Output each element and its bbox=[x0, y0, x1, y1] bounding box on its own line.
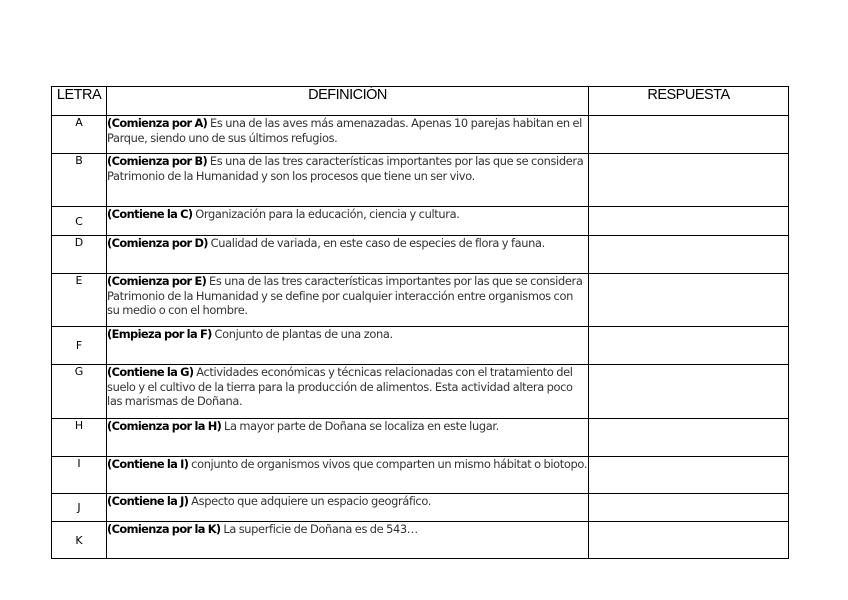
row-definition bbox=[107, 457, 589, 494]
answer-cell[interactable] bbox=[589, 274, 789, 327]
row-definition bbox=[107, 207, 589, 236]
answer-cell[interactable] bbox=[589, 522, 789, 559]
row-hint: (Empieza por la F) bbox=[107, 327, 212, 341]
row-text: Aspecto que adquiere un espacio geográfico. bbox=[188, 494, 432, 508]
row-hint: (Comienza por D) bbox=[107, 236, 208, 250]
row-definition bbox=[107, 327, 589, 365]
row-definition bbox=[107, 116, 589, 154]
answer-cell[interactable] bbox=[589, 419, 789, 457]
row-hint: (Contiene la C) bbox=[107, 207, 193, 221]
table-row bbox=[52, 522, 789, 559]
row-hint: (Comienza por la H) bbox=[107, 419, 222, 433]
table-row bbox=[52, 327, 789, 365]
row-letter: B bbox=[52, 154, 107, 207]
answer-cell[interactable] bbox=[589, 327, 789, 365]
table-row bbox=[52, 116, 789, 154]
row-text: Conjunto de plantas de una zona. bbox=[211, 327, 393, 341]
header-row bbox=[52, 87, 789, 116]
row-text: Actividades económicas y técnicas relacionadas con el tratamiento del suelo y el cultivo de la tierra para la producción de alimentos. Esta actividad altera poco las marismas de Doñana. bbox=[107, 365, 573, 409]
table-row bbox=[52, 207, 789, 236]
row-letter: F bbox=[52, 327, 107, 365]
header-letter: LETRA bbox=[52, 87, 107, 116]
row-definition bbox=[107, 236, 589, 274]
row-text: Es una de las tres características importantes por las que se considera Patrimonio de la Humanidad y son los procesos que tiene un ser vivo. bbox=[107, 154, 584, 183]
row-letter: J bbox=[52, 494, 107, 522]
table-row bbox=[52, 154, 789, 207]
row-text: conjunto de organismos vivos que comparten un mismo hábitat o biotopo. bbox=[188, 457, 588, 471]
header-answer: RESPUESTA bbox=[589, 87, 789, 116]
table-row bbox=[52, 419, 789, 457]
header-definition: DEFINICIÓN bbox=[107, 87, 589, 116]
row-hint: (Comienza por B) bbox=[107, 154, 208, 168]
row-letter: H bbox=[52, 419, 107, 457]
row-definition bbox=[107, 419, 589, 457]
row-hint: (Comienza por A) bbox=[107, 116, 208, 130]
row-text: Es una de las aves más amenazadas. Apenas 10 parejas habitan en el Parque, siendo uno de sus últimos refugios. bbox=[107, 116, 582, 145]
row-letter: K bbox=[52, 522, 107, 559]
row-definition bbox=[107, 154, 589, 207]
table-row bbox=[52, 274, 789, 327]
row-hint: (Comienza por E) bbox=[107, 274, 207, 288]
row-letter: C bbox=[52, 207, 107, 236]
row-hint: (Contiene la I) bbox=[107, 457, 189, 471]
row-text: La mayor parte de Doñana se localiza en este lugar. bbox=[221, 419, 499, 433]
answer-cell[interactable] bbox=[589, 494, 789, 522]
table-row bbox=[52, 236, 789, 274]
quiz-sheet bbox=[51, 86, 788, 559]
row-text: La superficie de Doñana es de 543… bbox=[220, 522, 418, 536]
row-definition bbox=[107, 365, 589, 419]
table-row bbox=[52, 365, 789, 419]
row-definition bbox=[107, 494, 589, 522]
row-letter: D bbox=[52, 236, 107, 274]
row-letter: G bbox=[52, 365, 107, 419]
row-letter: A bbox=[52, 116, 107, 154]
row-text: Organización para la educación, ciencia y cultura. bbox=[192, 207, 460, 221]
row-hint: (Comienza por la K) bbox=[107, 522, 221, 536]
answer-cell[interactable] bbox=[589, 116, 789, 154]
answer-cell[interactable] bbox=[589, 457, 789, 494]
row-letter: E bbox=[52, 274, 107, 327]
row-text: Cualidad de variada, en este caso de especies de flora y fauna. bbox=[207, 236, 545, 250]
row-text: Es una de las tres características importantes por las que se considera Patrimonio de la Humanidad y se define por cualquier interacción entre organismos con su medio o con el hombre. bbox=[107, 274, 583, 318]
quiz-table bbox=[51, 86, 789, 559]
answer-cell[interactable] bbox=[589, 154, 789, 207]
row-letter: I bbox=[52, 457, 107, 494]
row-definition bbox=[107, 522, 589, 559]
row-definition bbox=[107, 274, 589, 327]
table-row bbox=[52, 494, 789, 522]
answer-cell[interactable] bbox=[589, 207, 789, 236]
answer-cell[interactable] bbox=[589, 236, 789, 274]
row-hint: (Contiene la G) bbox=[107, 365, 194, 379]
row-hint: (Contiene la J) bbox=[107, 494, 189, 508]
answer-cell[interactable] bbox=[589, 365, 789, 419]
table-row bbox=[52, 457, 789, 494]
